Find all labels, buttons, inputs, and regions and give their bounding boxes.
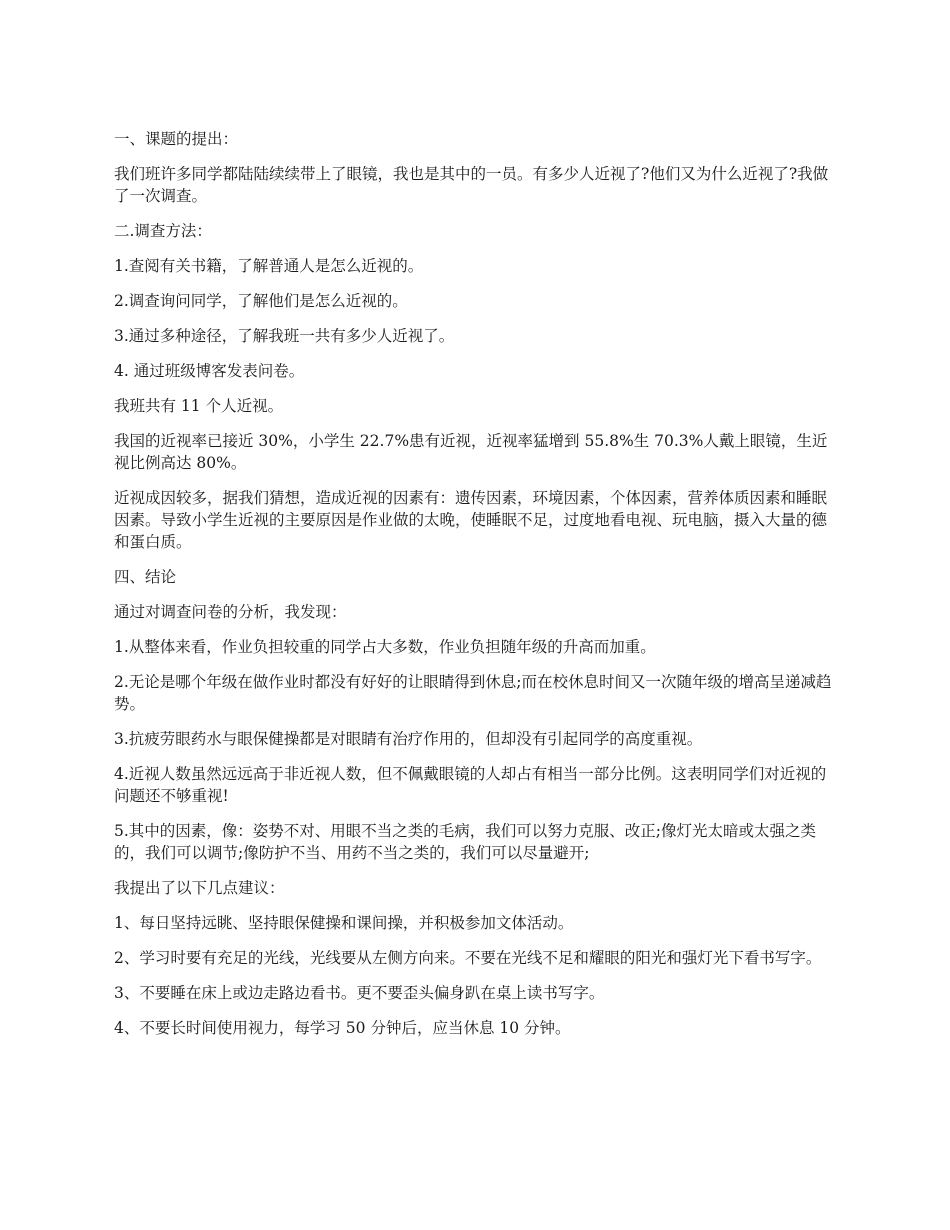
finding-item-5: 5.其中的因素，像：姿势不对、用眼不当之类的毛病，我们可以努力克服、改正;像灯光太暗或太强之类的，我们可以调节;像防护不当、用药不当之类的，我们可以尽量避开; [114, 822, 817, 862]
method-item-4: 4. 通过班级博客发表问卷。 [114, 362, 305, 380]
paragraph-causes: 近视成因较多，据我们猜想，造成近视的因素有：遗传因素，环境因素，个体因素，营养体质因素和睡眠因素。导致小学生近视的主要原因是作业做的太晚，使睡眠不足，过度地看电视、玩电脑，摄入大量的德和蛋白质。 [114, 489, 828, 551]
suggestion-item-4: 4、不要长时间使用视力，每学习 50 分钟后，应当休息 10 分钟。 [114, 1019, 571, 1037]
suggestion-item-1: 1、每日坚持远眺、坚持眼保健操和课间操，并积极参加文体活动。 [114, 914, 574, 932]
section-heading-conclusion: 四、结论 [114, 568, 177, 586]
paragraph-intro: 我们班许多同学都陆陆续续带上了眼镜，我也是其中的一员。有多少人近视了?他们又为什么近视了?我做了一次调查。 [114, 165, 829, 205]
suggestion-item-2: 2、学习时要有充足的光线，光线要从左侧方向来。不要在光线不足和耀眼的阳光和强灯光下看书写字。 [114, 949, 822, 967]
method-item-1: 1.查阅有关书籍，了解普通人是怎么近视的。 [114, 257, 424, 275]
paragraph-analysis-intro: 通过对调查问卷的分析，我发现： [114, 603, 347, 621]
finding-item-2: 2.无论是哪个年级在做作业时都没有好好的让眼睛得到休息;而在校休息时间又一次随年级的增高呈递减趋势。 [114, 673, 832, 713]
paragraph-class-count: 我班共有 11 个人近视。 [114, 397, 284, 415]
paragraph-suggestions-intro: 我提出了以下几点建议： [114, 879, 285, 897]
paragraph-national-rate: 我国的近视率已接近 30%，小学生 22.7%患有近视，近视率猛增到 55.8%生 70.3%人戴上眼镜，生近视比例高达 80%。 [114, 432, 828, 472]
method-item-2: 2.调查询问同学，了解他们是怎么近视的。 [114, 292, 408, 310]
suggestion-item-3: 3、不要睡在床上或边走路边看书。更不要歪头偏身趴在桌上读书写字。 [114, 984, 605, 1002]
finding-item-1: 1.从整体来看，作业负担较重的同学占大多数，作业负担随年级的升高而加重。 [114, 638, 656, 656]
method-item-3: 3.通过多种途径，了解我班一共有多少人近视了。 [114, 327, 455, 345]
finding-item-3: 3.抗疲劳眼药水与眼保健操都是对眼睛有治疗作用的，但却没有引起同学的高度重视。 [114, 730, 703, 748]
section-heading-method: 二.调查方法： [114, 222, 212, 240]
finding-item-4: 4.近视人数虽然远远高于非近视人数，但不佩戴眼镜的人却占有相当一部分比例。这表明同学们对近视的问题还不够重视! [114, 765, 827, 805]
section-heading-proposal: 一、课题的提出： [114, 130, 239, 148]
document-body [114, 128, 838, 1052]
